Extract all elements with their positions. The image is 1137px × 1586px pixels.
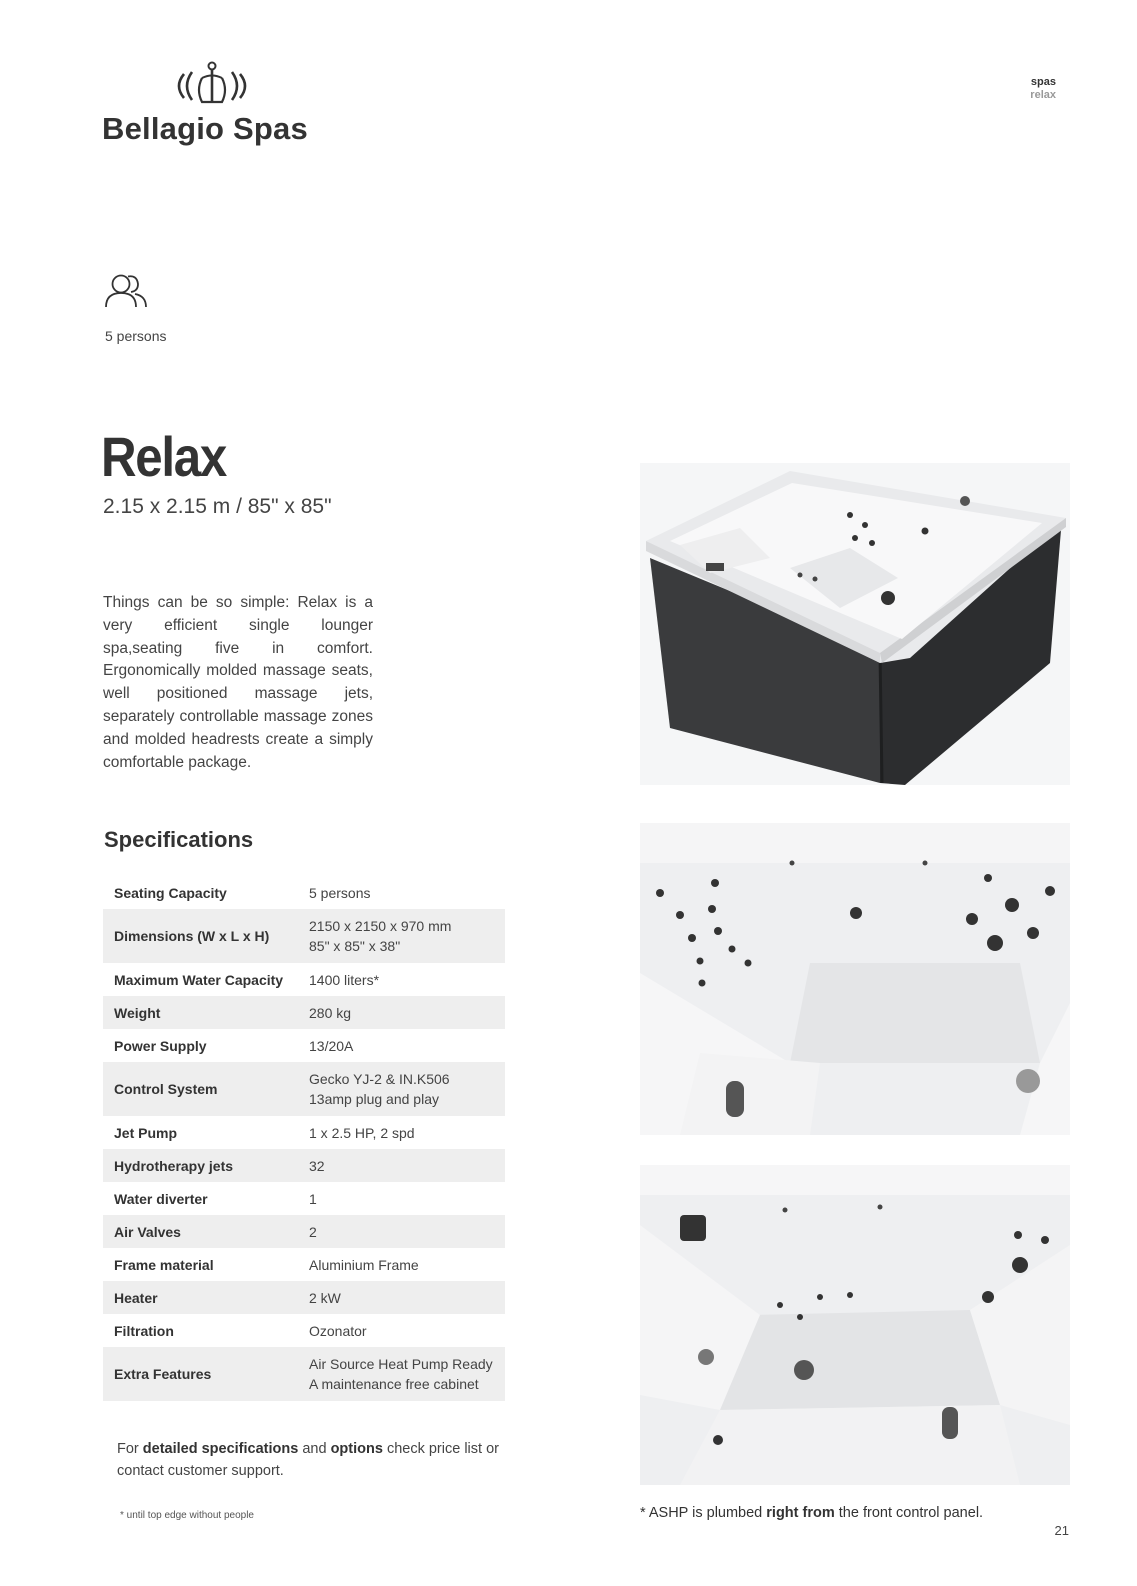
spec-label: Frame material	[114, 1256, 214, 1273]
spec-value: 5 persons	[309, 885, 371, 901]
table-row	[103, 1347, 505, 1401]
table-row	[103, 1314, 505, 1347]
crown-icon	[172, 58, 252, 106]
spec-label: Weight	[103, 996, 298, 1029]
spec-value	[298, 1062, 505, 1116]
people-icon	[104, 272, 148, 310]
spec-label: Extra Features	[103, 1347, 298, 1401]
spec-value-line: 85" x 85" x 38"	[309, 938, 401, 954]
category-label: spas	[1030, 76, 1056, 88]
product-title: Relax	[101, 425, 226, 488]
spec-label: Control System	[103, 1062, 298, 1116]
caption-text: the front control panel.	[834, 1505, 984, 1521]
spa-exterior-photo	[640, 463, 1070, 785]
table-row	[103, 1248, 505, 1281]
spec-label: Power Supply	[114, 1037, 207, 1054]
specifications-table	[103, 877, 505, 1401]
spec-label: Heater	[103, 1281, 298, 1314]
table-row	[103, 1215, 505, 1248]
table-row	[103, 1281, 505, 1314]
persons-label: 5 persons	[105, 328, 167, 344]
table-row	[103, 1116, 505, 1149]
page-number: 21	[1054, 1523, 1069, 1538]
spec-label: Air Valves	[103, 1215, 298, 1248]
spec-label: Jet Pump	[114, 1124, 178, 1141]
table-row	[103, 1062, 505, 1116]
spec-value: 280 kg	[298, 996, 505, 1029]
spec-value: Ozonator	[309, 1322, 367, 1339]
photo-caption	[640, 1505, 983, 1521]
spec-value: 2 kW	[298, 1281, 505, 1314]
spec-value-line: A maintenance free cabinet	[309, 1376, 479, 1392]
brand-name: Bellagio Spas	[102, 111, 308, 146]
spec-value: 13/20A	[309, 1037, 354, 1054]
spec-value: 1	[309, 1190, 317, 1207]
spec-value: Aluminium Frame	[309, 1256, 419, 1273]
footnote	[117, 1438, 517, 1482]
footnote-text: and	[298, 1441, 331, 1457]
footnote-text: For	[117, 1441, 143, 1457]
caption-text: * ASHP is plumbed	[640, 1505, 767, 1521]
table-row	[103, 963, 505, 996]
table-row	[103, 909, 505, 963]
table-row	[103, 877, 505, 909]
spa-interior-photo	[640, 823, 1070, 1135]
spec-value	[298, 1347, 505, 1401]
spec-label: Hydrotherapy jets	[103, 1149, 298, 1182]
footnote-text: check price list or contact customer support.	[117, 1441, 499, 1479]
specifications-heading: Specifications	[104, 827, 254, 852]
brand-logo	[100, 58, 330, 153]
footnote-bold: detailed specifications	[142, 1441, 299, 1457]
spec-label: Dimensions (W x L x H)	[103, 909, 298, 963]
table-row	[103, 1182, 505, 1215]
spec-value-line: Air Source Heat Pump Ready	[309, 1356, 493, 1372]
spec-value: 1400 liters*	[309, 971, 380, 988]
section-label	[1030, 76, 1056, 102]
product-description: Things can be so simple: Relax is a very efficient single lounger spa,seating five in comfort. Ergonomically molded massage seats, well positioned massage jets, separately controllable massage zones and molded headrests create a simply comfortable package.	[103, 594, 373, 771]
spec-label: Seating Capacity	[114, 885, 227, 901]
spa-seating-photo	[640, 1165, 1070, 1485]
table-row	[103, 1029, 505, 1062]
table-row	[103, 996, 505, 1029]
footnote-bold: options	[330, 1441, 383, 1457]
spec-value	[298, 909, 505, 963]
spec-label: Maximum Water Capacity	[114, 971, 284, 988]
spec-value-line: 13amp plug and play	[309, 1091, 439, 1107]
subcategory-label: relax	[1030, 89, 1056, 101]
table-row	[103, 1149, 505, 1182]
water-capacity-note: * until top edge without people	[120, 1510, 254, 1521]
spec-value: 2	[298, 1215, 505, 1248]
product-size: 2.15 x 2.15 m / 85" x 85"	[103, 495, 332, 518]
spec-value: 32	[298, 1149, 505, 1182]
spec-value-line: Gecko YJ-2 & IN.K506	[309, 1071, 450, 1087]
spec-label: Filtration	[114, 1322, 174, 1339]
spec-label: Water diverter	[114, 1190, 208, 1207]
caption-bold: right from	[766, 1505, 835, 1521]
spec-value: 1 x 2.5 HP, 2 spd	[309, 1124, 415, 1141]
spec-value-line: 2150 x 2150 x 970 mm	[309, 918, 452, 934]
